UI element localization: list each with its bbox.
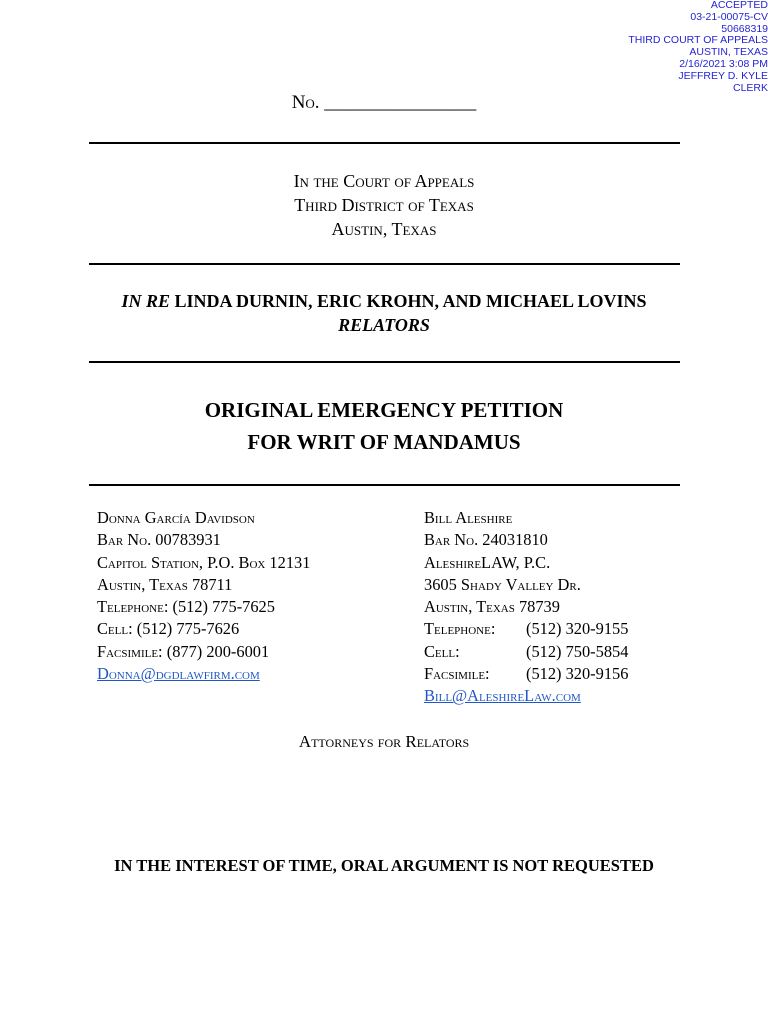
attorney-telephone-row [97,596,310,618]
divider-rule [89,484,680,486]
attorney-telephone-row [424,618,628,640]
attorney-bar-number: Bar No. 24031810 [424,530,548,550]
stamp-line-court: THIRD COURT OF APPEALS [628,34,768,47]
telephone-label: Telephone: [97,597,169,617]
court-line-1: In the Court of Appeals [293,171,475,191]
fax-label: Facsimile: [424,664,490,684]
stamp-line-envelope-id: 50668319 [721,22,768,35]
stamp-line-case-number: 03-21-00075-CV [690,10,768,23]
divider-rule [89,361,680,363]
attorney-address-line-2: Austin, Texas 78739 [424,597,560,617]
attorney-firm: AleshireLAW, P.C. [424,552,551,572]
fax-value: (877) 200-6001 [166,641,270,661]
attorney-address-line-2: Austin, Texas 78711 [97,574,233,594]
divider-rule [89,263,680,265]
telephone-value: (512) 775-7625 [172,597,275,617]
divider-rule [89,142,680,144]
clerk-filing-stamp [468,0,768,94]
court-line-2: Third District of Texas [294,195,474,215]
document-title-line-2: FOR WRIT OF MANDAMUS [247,430,521,454]
in-re-caption [0,289,768,337]
attorney-bar-number: Bar No. 00783931 [97,530,221,550]
court-line-3: Austin, Texas [331,219,437,239]
attorney-cell-row [424,641,628,663]
cell-value: (512) 750-5854 [526,641,629,661]
attorney-name: Bill Aleshire [424,508,513,527]
court-heading [0,169,768,241]
in-re-prefix: IN RE [121,291,170,311]
attorney-address-line-1: Capitol Station, P.O. Box 12131 [97,552,311,572]
attorney-email-link[interactable]: Donna@dgdlawfirm.com [97,664,260,684]
cell-label: Cell: [97,619,133,639]
attorneys-for-relators: Attorneys for Relators [298,732,470,751]
case-number-blank: ________________ [324,92,477,113]
telephone-value: (512) 320-9155 [526,619,629,639]
cell-label: Cell: [424,641,460,661]
attorney-name: Donna García Davidson [97,508,255,527]
in-re-parties: LINDA DURNIN, ERIC KROHN, AND MICHAEL LOVINS [174,291,647,311]
stamp-line-accepted: ACCEPTED [710,0,768,11]
attorney-address-line-1: 3605 Shady Valley Dr. [424,574,581,594]
attorney-email-link[interactable]: Bill@AleshireLaw.com [424,686,581,706]
document-title-line-1: ORIGINAL EMERGENCY PETITION [204,398,564,422]
fax-label: Facsimile: [97,641,163,661]
oral-argument-statement: IN THE INTEREST OF TIME, ORAL ARGUMENT IS NOT REQUESTED [114,856,654,875]
in-re-role: RELATORS [338,315,430,335]
cell-value: (512) 775-7626 [136,619,240,639]
case-number [0,92,768,114]
stamp-line-clerk-name: JEFFREY D. KYLE [678,69,768,82]
fax-value: (512) 320-9156 [526,664,629,684]
attorney-fax-row [97,641,310,663]
document-title [0,394,768,458]
case-number-label: No. [291,92,320,113]
attorney-fax-row [424,663,628,685]
attorney-block-aleshire [424,507,628,708]
attorney-cell-row [97,618,310,640]
telephone-label: Telephone: [424,619,496,639]
stamp-line-datetime: 2/16/2021 3:08 PM [679,57,768,70]
stamp-line-clerk-title: CLERK [732,81,768,94]
stamp-line-location: AUSTIN, TEXAS [689,46,768,59]
attorney-block-davidson [97,507,310,685]
